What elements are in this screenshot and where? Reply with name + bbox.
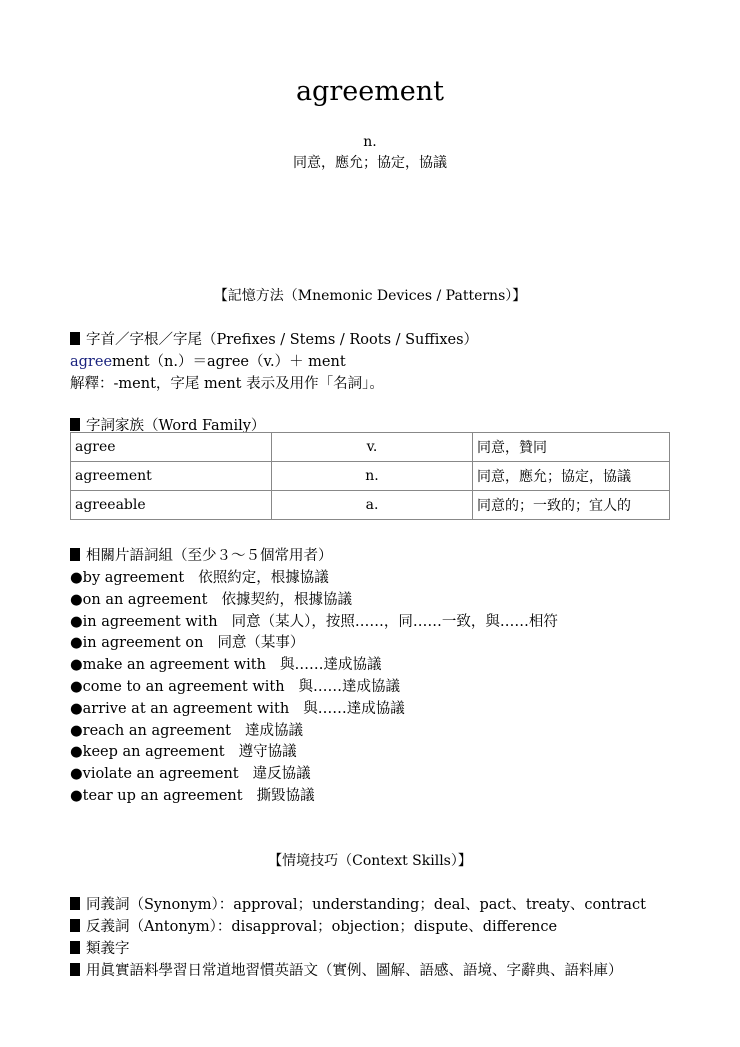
phrase-english: reach an agreement [82,722,231,739]
phrase-chinese: 遵守協議 [238,744,297,761]
family-word: agree [71,433,272,462]
phrase-item [70,631,304,652]
word-title: agreement [295,76,445,107]
phrase-english: keep an agreement [82,744,225,761]
table-row [71,433,670,462]
word-family-table [70,432,670,520]
square-bullet-icon [70,941,80,954]
phrase-chinese: 同意（某人），按照……，同……一致，與……相符 [231,613,558,630]
synonym-text: 同義詞（Synonym）：approval；understanding；deal、pact、treaty、contract [86,897,646,913]
phrase-chinese: 與……達成協議 [279,657,382,674]
bullet-icon: ● [70,657,83,674]
phrase-item [70,697,405,718]
similar-words-text: 類義字 [86,941,130,957]
phrase-chinese: 違反協議 [252,766,311,783]
family-meaning: 同意，贊同 [473,433,670,462]
phrase-chinese: 撕毀協議 [256,788,315,804]
formula-rest: ment（n.）＝agree（v.）＋ ment [112,354,346,370]
bullet-icon: ● [70,700,83,717]
phrase-english: come to an agreement with [82,679,285,695]
synonym-line [70,893,646,914]
bullet-icon: ● [70,613,83,630]
word-meaning: 同意，應允；協定，協議 [293,155,447,171]
square-bullet-icon [70,418,80,431]
square-bullet-icon [70,332,80,345]
phrase-item [70,566,329,587]
phrase-item [70,719,303,740]
bullet-icon: ● [70,591,83,608]
phrase-english: by agreement [82,570,185,586]
antonym-text: 反義詞（Antonym）：disapproval；objection；dispute、difference [86,919,558,935]
corpus-text: 用眞實語料學習日常道地習慣英語文（實例、圖解、語感、語境、字辭典、語料庫） [86,963,623,979]
family-pos: n. [272,462,473,491]
square-bullet-icon [70,919,80,932]
square-bullet-icon [70,963,80,976]
phrase-english: make an agreement with [82,657,266,674]
table-row [71,491,670,520]
phrase-item [70,784,315,805]
antonym-line [70,915,557,936]
bullet-icon: ● [70,679,83,695]
family-word: agreement [71,462,272,491]
phrase-english: on an agreement [82,591,208,608]
phrase-item [70,588,352,609]
bullet-icon: ● [70,635,83,652]
phrase-chinese: 達成協議 [245,722,303,739]
bullet-icon: ● [70,788,83,804]
phrase-item [70,653,381,674]
similar-words-line [70,937,130,958]
phrase-english: tear up an agreement [82,788,243,804]
phrase-chinese: 同意（某事） [217,635,305,652]
square-bullet-icon [70,897,80,910]
bullet-icon: ● [70,766,83,783]
phrase-item [70,675,400,696]
bullet-icon: ● [70,744,83,761]
square-bullet-icon [70,548,80,561]
phrase-english: violate an agreement [82,766,239,783]
affix-title [70,328,478,349]
explanation-line: 解釋：-ment，字尾 ment 表示及用作「名詞」。 [70,376,384,392]
phrase-english: arrive at an agreement with [82,700,290,717]
phrases-title-text: 相關片語詞組（至少３～５個常用者） [86,548,333,564]
phrase-item [70,762,311,783]
affix-title-text: 字首／字根／字尾（Prefixes / Stems / Roots / Suffixes） [86,332,479,348]
phrase-chinese: 與……達成協議 [298,679,401,695]
family-pos: a. [272,491,473,520]
bullet-icon: ● [70,570,83,586]
family-pos: v. [272,433,473,462]
corpus-line [70,959,623,980]
family-word: agreeable [71,491,272,520]
formula-root: agree [70,354,113,370]
phrase-chinese: 依照約定，根據協議 [198,570,329,586]
context-heading: 【情境技巧（Context Skills）】 [268,853,472,869]
family-meaning: 同意的；一致的；宜人的 [473,491,670,520]
phrase-chinese: 依據契約，根據協議 [221,591,352,608]
table-row [71,462,670,491]
phrases-title [70,544,333,565]
phrase-item [70,610,558,631]
phrase-item [70,740,297,761]
mnemonic-heading: 【記憶方法（Mnemonic Devices / Patterns）】 [213,288,527,304]
phrase-english: in agreement on [82,635,204,652]
bullet-icon: ● [70,722,83,739]
word-family-title-text: 字詞家族（Word Family） [86,418,266,434]
phrase-chinese: 與……達成協議 [303,700,405,717]
family-meaning: 同意，應允；協定，協議 [473,462,670,491]
phrase-english: in agreement with [82,613,218,630]
part-of-speech: n. [363,134,377,150]
formula-line [70,350,346,371]
